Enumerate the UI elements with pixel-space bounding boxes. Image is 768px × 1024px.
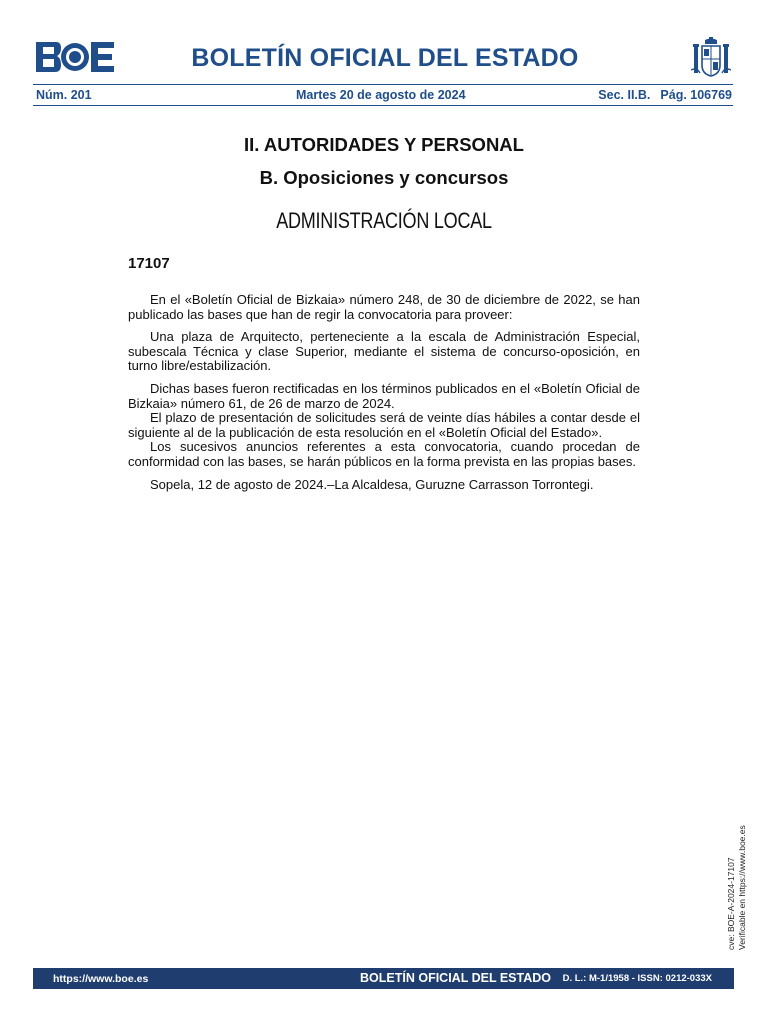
footer-url-link[interactable]: https://www.boe.es [53, 973, 149, 985]
cve-code: cve: BOE-A-2024-17107 [726, 857, 736, 950]
subsection-title: B. Oposiciones y concursos [259, 167, 509, 188]
paragraph: Dichas bases fueron rectificadas en los términos publicados en el «Boletín Oficial de Bizkaia» número 61, de 26 de marzo de 2024. [128, 380, 640, 411]
section-title: II. AUTORIDADES Y PERSONAL [244, 134, 524, 155]
verify-link[interactable]: Verificable en https://www.boe.es [736, 825, 747, 950]
page-number: Pág. 106769 [660, 88, 732, 102]
announcement-body [128, 293, 640, 492]
header-rule-bottom [33, 105, 733, 106]
administration-heading: ADMINISTRACIÓN LOCAL [276, 208, 492, 233]
bulletin-title: BOLETÍN OFICIAL DEL ESTADO [191, 44, 579, 72]
header-rule-top [33, 84, 733, 85]
paragraph: Una plaza de Arquitecto, perteneciente a la escala de Administración Especial, subescala Técnica y clase Superior, mediante el sistema de concurso-oposición, en turno libre/estabilización. [128, 329, 640, 374]
signature-line: Sopela, 12 de agosto de 2024.–La Alcaldesa, Guruzne Carrasson Torrontegi. [150, 476, 594, 492]
verification-note [726, 820, 747, 950]
footer-title: BOLETÍN OFICIAL DEL ESTADO [360, 971, 551, 985]
legal-deposit: D. L.: M-1/1958 - ISSN: 0212-033X [562, 973, 712, 984]
section-page [598, 88, 732, 102]
paragraph: Los sucesivos anuncios referentes a esta convocatoria, cuando procedan de conformidad con las bases, se harán públicos en la forma prevista en las propias bases. [128, 439, 640, 469]
paragraph: El plazo de presentación de solicitudes será de veinte días hábiles a contar desde el siguiente al de la publicación de esta resolución en el «Boletín Oficial del Estado». [128, 410, 640, 440]
document-number: 17107 [128, 255, 170, 272]
boe-logo [36, 42, 114, 72]
coat-of-arms-icon [691, 37, 731, 79]
footer-bar [33, 968, 734, 989]
paragraph: En el «Boletín Oficial de Bizkaia» número 248, de 30 de diciembre de 2022, se han publicado las bases que han de regir la convocatoria para proveer: [128, 292, 640, 322]
section-code: Sec. II.B. [598, 88, 651, 102]
issue-date: Martes 20 de agosto de 2024 [296, 88, 466, 102]
issue-number: Núm. 201 [36, 88, 92, 102]
